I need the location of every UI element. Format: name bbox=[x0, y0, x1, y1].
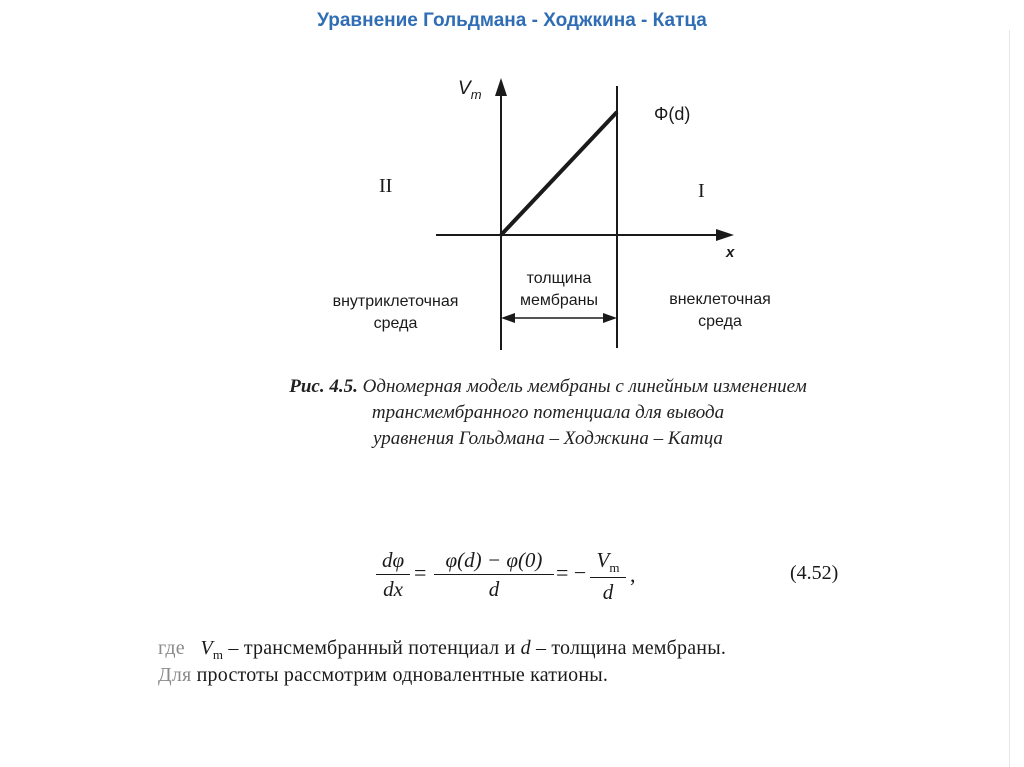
equation-comma: , bbox=[630, 562, 636, 587]
potential-line bbox=[501, 112, 617, 235]
caption-line1 bbox=[228, 374, 868, 400]
intracellular-line1: внутриклеточная bbox=[332, 293, 459, 310]
intracellular-line2: среда bbox=[373, 315, 418, 332]
extracellular-line1: внеклеточная bbox=[669, 291, 771, 308]
figure-caption bbox=[228, 374, 868, 452]
where-word: где bbox=[158, 637, 185, 659]
rhs-numerator: $V_m$ bbox=[590, 548, 626, 578]
frac-lhs bbox=[376, 548, 410, 602]
thickness-line1: толщина bbox=[526, 270, 592, 287]
thickness-arrow-right-head bbox=[603, 313, 617, 323]
text-line-2-rest: простоты рассмотрим одновалентные катионы. bbox=[191, 664, 609, 686]
rhs-denominator: d bbox=[602, 580, 614, 605]
thickness-arrow-left-head bbox=[501, 313, 515, 323]
lhs-denominator: dx bbox=[383, 577, 403, 601]
x-axis-arrowhead bbox=[716, 229, 734, 241]
caption-line3: уравнения Гольдмана – Ходжкина – Катца bbox=[373, 428, 723, 449]
extracellular-label bbox=[640, 289, 800, 333]
caption-line1-text: Одномерная модель мембраны с линейным изменением bbox=[362, 376, 807, 397]
d-symbol: d bbox=[520, 637, 531, 659]
caption-line2: трансмембранного потенциала для вывода bbox=[371, 402, 725, 423]
text-line-1-part1: – трансмембранный потенциал и bbox=[223, 637, 521, 659]
lhs-numerator: dφ bbox=[376, 548, 410, 575]
equals-1: = bbox=[414, 560, 427, 585]
vm-symbol: $V_m$ bbox=[200, 637, 224, 662]
frac-mid bbox=[434, 548, 554, 602]
caption-head: Рис. 4.5. bbox=[289, 376, 358, 397]
intracellular-label bbox=[308, 291, 483, 335]
thickness-line2: мембраны bbox=[519, 292, 598, 309]
region-right-label: I bbox=[698, 180, 705, 202]
mid-denominator: d bbox=[488, 577, 500, 601]
curve-label: Φ(d) bbox=[654, 104, 691, 124]
equation-number: (4.52) bbox=[790, 562, 839, 584]
y-axis-arrowhead bbox=[495, 78, 507, 96]
thickness-label bbox=[503, 268, 615, 312]
slide-title: Уравнение Гольдмана - Ходжкина - Катца bbox=[317, 10, 707, 31]
extracellular-line2: среда bbox=[698, 313, 742, 330]
frac-rhs bbox=[590, 548, 626, 605]
text-line-2 bbox=[158, 664, 858, 687]
text-line-2-prefix: Для bbox=[158, 664, 192, 686]
y-axis-label: $V_m$ bbox=[458, 78, 482, 102]
region-left-label: II bbox=[379, 175, 393, 197]
mid-numerator: φ(d) − φ(0) bbox=[434, 548, 554, 575]
x-axis-label: x bbox=[726, 244, 735, 261]
text-line-1-part2: – толщина мембраны. bbox=[530, 637, 727, 659]
equals-minus: = − bbox=[556, 560, 587, 585]
text-line-1 bbox=[158, 637, 858, 663]
